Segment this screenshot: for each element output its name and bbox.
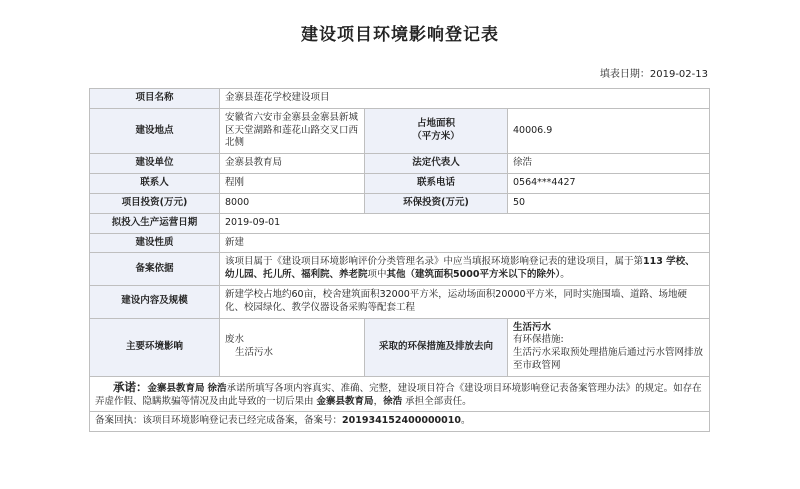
registration-table: [89, 88, 710, 432]
env-investment-label: 环保投资(万元): [365, 193, 508, 213]
investment-label: 项目投资(万元): [90, 193, 220, 213]
row-promise: [90, 376, 710, 412]
row-contact: [90, 174, 710, 194]
basis-text-3: 。: [560, 269, 570, 281]
project-name-value: 金寨县莲花学校建设项目: [220, 89, 710, 109]
row-project-name: [90, 89, 710, 109]
nature-label: 建设性质: [90, 233, 220, 253]
phone-label: 联系电话: [365, 174, 508, 194]
contact-label: 联系人: [90, 174, 220, 194]
unit-value: 金寨县教育局: [220, 154, 365, 174]
measures-value: [508, 318, 710, 376]
basis-value: [220, 253, 710, 286]
content-value: 新建学校占地约60亩，校舍建筑面积32000平方米，运动场面积20000平方米，同时实施围墙、道路、场地硬化、校园绿化、教学仪器设备采购等配套工程: [220, 285, 710, 318]
promise-sep: ，: [373, 395, 384, 407]
filing-text: 备案回执：该项目环境影响登记表已经完成备案，备案号：: [95, 415, 343, 427]
basis-label: 备案依据: [90, 253, 220, 286]
impact-value: [220, 318, 365, 376]
measures-line-1: 有环保措施:: [513, 334, 564, 346]
row-filing: [90, 412, 710, 432]
page-title: 建设项目环境影响登记表: [301, 25, 499, 45]
measures-heading: 生活污水: [513, 321, 552, 333]
area-value: 40006.9: [508, 108, 710, 153]
promise-text-1: 承诺所填写各项内容真实、准确、完整，建设项目符合《建设项目环境影响登记表备案管理办法》的规定。如存在弄虚作假、隐瞒欺骗等情况及由此导致的一切后果由: [95, 382, 702, 407]
row-nature: [90, 233, 710, 253]
impact-label: 主要环境影响: [90, 318, 220, 376]
location-value: 安徽省六安市金寨县金寨县新城区天堂湖路和莲花山路交叉口西北侧: [220, 108, 365, 153]
measures-label: 采取的环保措施及排放去向: [365, 318, 508, 376]
row-location: [90, 108, 710, 153]
basis-category: 113 学校、幼儿园、托儿所、福利院、养老院: [225, 256, 695, 281]
row-impact: [90, 318, 710, 376]
content-label: 建设内容及规模: [90, 285, 220, 318]
promise-block: [90, 376, 710, 412]
impact-line-2: 生活污水: [235, 347, 274, 359]
contact-value: 程刚: [220, 174, 365, 194]
promise-text-2: 承担全部责任。: [402, 395, 472, 407]
fill-date: 填表日期：2019-02-13: [599, 69, 708, 80]
promise-org: 金寨县教育局: [147, 382, 205, 394]
promise-org-2: 金寨县教育局: [316, 395, 374, 407]
env-investment-value: 50: [508, 193, 710, 213]
row-basis: [90, 253, 710, 286]
op-date-label: 拟投入生产运营日期: [90, 213, 220, 233]
nature-value: 新建: [220, 233, 710, 253]
impact-line-1: 废水: [225, 334, 245, 346]
phone-value: 0564***4427: [508, 174, 710, 194]
row-investment: [90, 193, 710, 213]
row-unit: [90, 154, 710, 174]
promise-person-2: 徐浩: [383, 395, 403, 407]
promise-lead: 承诺：: [113, 379, 148, 394]
row-op-date: [90, 213, 710, 233]
basis-text-2: 项中: [367, 269, 387, 281]
filing-block: [90, 412, 710, 432]
op-date-value: 2019-09-01: [220, 213, 710, 233]
promise-person: 徐浩: [207, 382, 227, 394]
filing-number: 201934152400000010: [342, 415, 461, 427]
measures-line-2: 生活污水采取预处理措施后通过污水管网排放至市政管网: [513, 347, 704, 371]
area-label: 占地面积 （平方米）: [365, 108, 508, 153]
basis-text-1: 该项目属于《建设项目环境影响评价分类管理名录》中应当填报环境影响登记表的建设项目，属于第: [225, 256, 644, 268]
legal-label: 法定代表人: [365, 154, 508, 174]
unit-label: 建设单位: [90, 154, 220, 174]
location-label: 建设地点: [90, 108, 220, 153]
investment-value: 8000: [220, 193, 365, 213]
basis-item: 其他（建筑面积5000平方米以下的除外）: [386, 269, 561, 281]
filing-end: 。: [461, 415, 471, 427]
legal-value: 徐浩: [508, 154, 710, 174]
row-content: [90, 285, 710, 318]
project-name-label: 项目名称: [90, 89, 220, 109]
